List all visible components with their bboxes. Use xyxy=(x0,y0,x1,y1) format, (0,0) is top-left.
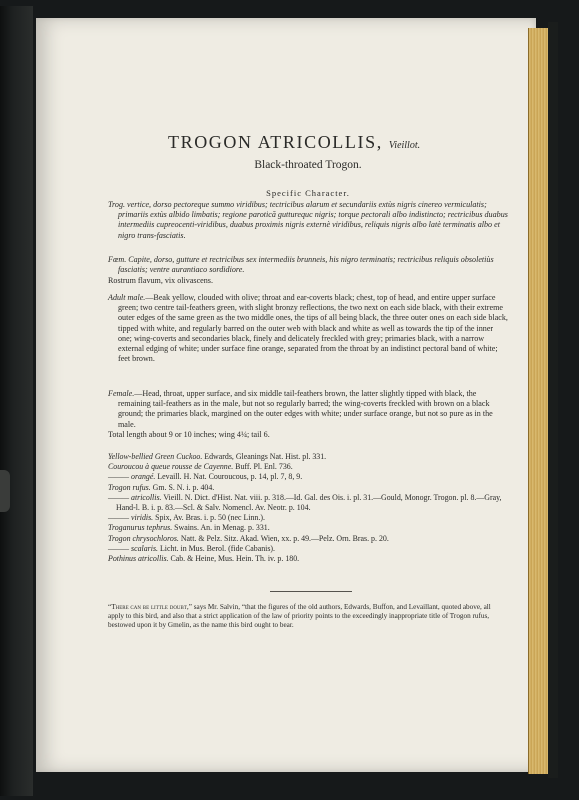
female-text: —Head, throat, upper surface, and six middle tail-feathers brown, the latter slightly tipped with black, the remaining tail-feathers as in the male, but not so regularly barred; the wing-coverts freckled with brown on a black ground; the primaries black, margined on the outer edges with white; under surface orange, but not so pure as in the male. xyxy=(118,389,493,429)
adult-male-label: Adult male. xyxy=(108,293,146,302)
cover-edge xyxy=(548,22,558,778)
specific-character-heading: Specific Character. xyxy=(266,188,350,198)
book-marker xyxy=(0,470,10,512)
latin-male: Trog. vertice, dorso pectoreque summo viridibus; tectricibus alarum et secundariis extùs nigris cinereo vermiculatis; primariis extùs albido limbatis; regione parotică gutturequc nigris; torque pectorali albo indistincto; rectricibus duabus intermediis cupreocenti-viridibus, duabus proximis nigris externè viridibus, reliquis nigris albo latè terminatis albo et nigro trans-fasciatis. xyxy=(108,200,508,240)
common-name: Black-throated Trogon. xyxy=(254,159,362,171)
left-page-edge xyxy=(0,6,33,796)
synonym-row: Troganurus tephrus. Swains. An. in Menag. p. 331. xyxy=(108,523,270,533)
synonym-row: ——— orangé. Levaill. H. Nat. Couroucous, p. 14, pl. 7, 8, 9. xyxy=(108,472,303,482)
latin-female xyxy=(108,255,508,275)
synonym-row: ——— viridis. Spix, Av. Bras. i. p. 50 (nec Linn.). xyxy=(108,513,265,523)
total-length xyxy=(108,430,508,440)
latin-bill-text: Rostrum flavum, vix olivascens. xyxy=(108,276,213,285)
species-author: Vieillot. xyxy=(388,140,421,151)
synonym-row: Yellow-bellied Green Cuckoo. Edwards, Gleanings Nat. Hist. pl. 331. xyxy=(108,452,327,461)
synonym-row: ——— scalaris. Licht. in Mus. Berol. (fide Cabanis). xyxy=(108,543,276,553)
adult-male-text: —Beak yellow, clouded with olive; throat and ear-coverts black; chest, top of head, and entire upper surface green; two centre tail-feathers green, with slight bronzy reflections, the two next on each side black, with their extreme outer edges of the same green as the two middle ones, the tips of all being black, the three outer ones on each side black, tipped with white, and regularly barred on the outer web with black and white as well as towards the tip of the inner one; wing-coverts and secondaries black, finely and delicately freckled with grey; primaries black, with a narrow external edging of white; under surface fine orange, separated from the throat by an indistinct pectoral band of white; feet brown. xyxy=(118,293,508,364)
latin-female-text: Fœm. Capite, dorso, gutture et rectricibus sex intermediis brunneis, his nigro terminatis; rectricibus reliquis obsoletiùs fasciatis; ventre aurantiaco sordidiore. xyxy=(108,255,494,275)
adult-male-description xyxy=(108,293,508,364)
synonym-row: Trogon rufus. Gm. S. N. i. p. 404. xyxy=(108,482,215,492)
footnote xyxy=(108,603,508,631)
species-name: TROGON ATRICOLLIS, xyxy=(168,132,383,152)
synonym-row: ——— atricollis. Vieill. N. Dict. d'Hist. Nat. viii. p. 318.—Id. Gal. des Ois. i. pl. 31.—Gould, Monogr. Trogon. pl. 8.—Gray, Hand-l. B. i. p. 83.—Scl. & Salv. Nomencl. Av. Neotr. p. 104. xyxy=(108,492,502,513)
footnote-text: says Mr. Salvin, “that the figures of the old authors, Edwards, Buffon, and Levaillant, quoted above, all apply to this bird, and also that a strict application of the law of priority points to the exceedingly inappropriate title of Trogon rufus, bestowed upon it by Gmelin, as the name this bird ought to bear. xyxy=(108,603,491,630)
synonym-row: Trogon chrysochloros. Natt. & Pelz. Sitz. Akad. Wien, xx. p. 49.—Pelz. Orn. Bras. p. 20. xyxy=(108,533,389,543)
latin-bill xyxy=(108,276,508,286)
synonym-row: Couroucou à queue rousse de Cayenne. Buff. Pl. Enl. 736. xyxy=(108,462,293,472)
synonym-row: Pothinus atricollis. Cab. & Heine, Mus. Hein. Th. iv. p. 180. xyxy=(108,554,300,564)
species-title xyxy=(168,132,508,153)
female-description xyxy=(108,389,508,430)
total-length-text: Total length about 9 or 10 inches; wing 4¼; tail 6. xyxy=(108,430,270,439)
section-divider xyxy=(270,591,352,592)
latin-diagnosis xyxy=(108,200,508,241)
female-label: Female. xyxy=(108,389,135,398)
synonymy-list xyxy=(108,452,508,564)
footnote-lead: “There can be little doubt,” xyxy=(108,603,192,611)
